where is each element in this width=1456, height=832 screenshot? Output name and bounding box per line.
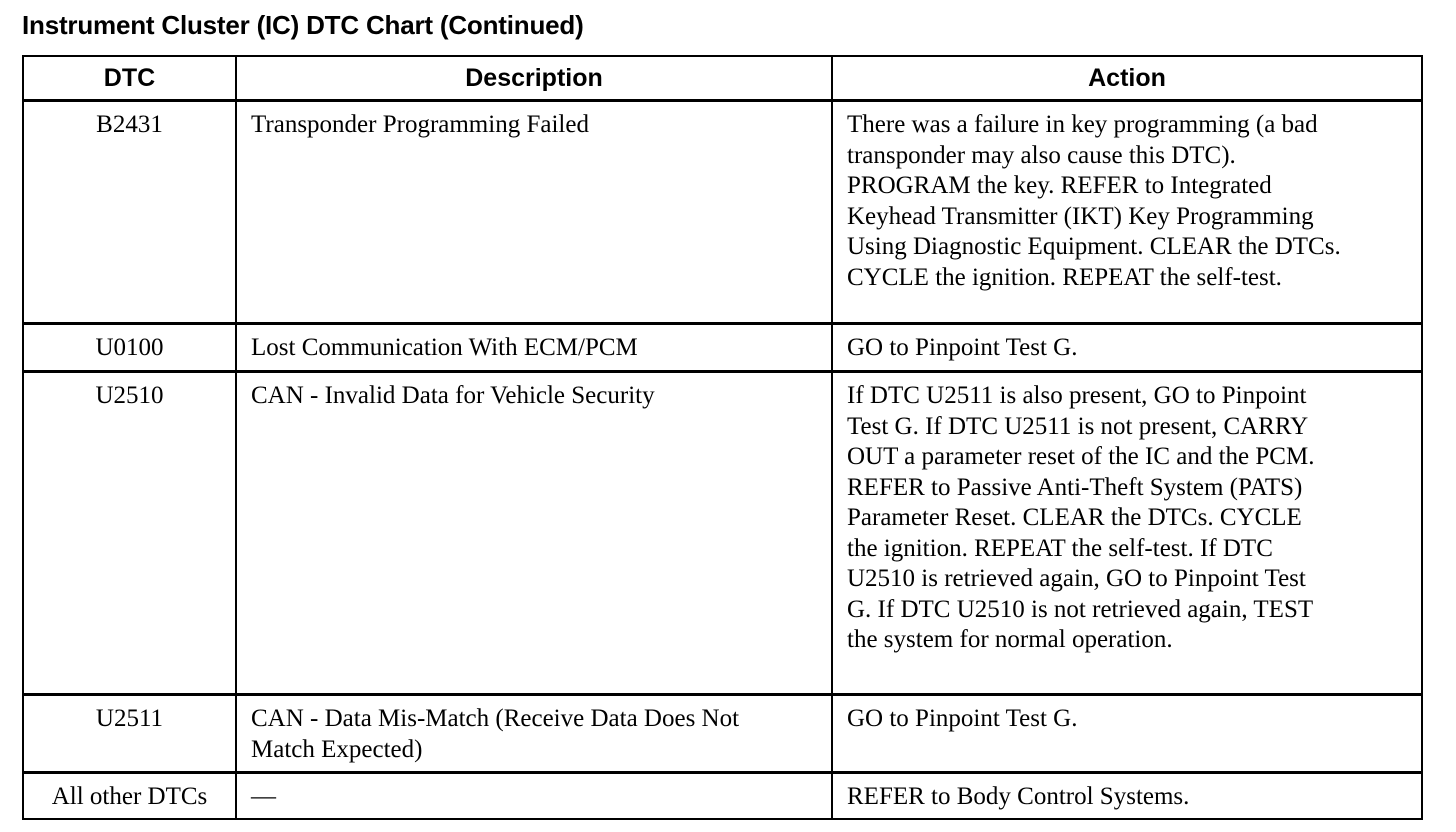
dtc-code-cell: U2511 [23,695,236,773]
column-header-dtc: DTC [23,56,236,101]
table-row [23,372,1422,695]
dtc-code-cell: U2510 [23,372,236,695]
description-cell: — [236,773,832,820]
page-title: Instrument Cluster (IC) DTC Chart (Continued) [22,10,584,40]
description-cell: CAN - Invalid Data for Vehicle Security [236,372,832,695]
action-cell: GO to Pinpoint Test G. [832,695,1422,773]
table-header-row [23,56,1422,101]
table-row [23,101,1422,324]
dtc-code-cell: All other DTCs [23,773,236,820]
action-cell: There was a failure in key programming (a bad transponder may also cause this DTC). PROGRAM the key. REFER to Integrated Keyhead Transmitter (IKT) Key Programming Using Diagnostic Equipment. CLEAR the DTCs. CYCLE the ignition. REPEAT the self-test. [832,101,1422,324]
table-row [23,695,1422,773]
dtc-table [22,55,1423,820]
dtc-code-cell: U0100 [23,324,236,372]
action-cell: GO to Pinpoint Test G. [832,324,1422,372]
description-cell: Lost Communication With ECM/PCM [236,324,832,372]
action-cell: If DTC U2511 is also present, GO to Pinpoint Test G. If DTC U2511 is not present, CARRY OUT a parameter reset of the IC and the PCM. REFER to Passive Anti-Theft System (PATS) Parameter Reset. CLEAR the DTCs. CYCLE the ignition. REPEAT the self-test. If DTC U2510 is retrieved again, GO to Pinpoint Test G. If DTC U2510 is not retrieved again, TEST the system for normal operation. [832,372,1422,695]
table-row [23,773,1422,820]
column-header-action: Action [832,56,1422,101]
description-cell: CAN - Data Mis-Match (Receive Data Does Not Match Expected) [236,695,832,773]
action-cell: REFER to Body Control Systems. [832,773,1422,820]
table-row [23,324,1422,372]
dtc-code-cell: B2431 [23,101,236,324]
description-cell: Transponder Programming Failed [236,101,832,324]
column-header-description: Description [236,56,832,101]
